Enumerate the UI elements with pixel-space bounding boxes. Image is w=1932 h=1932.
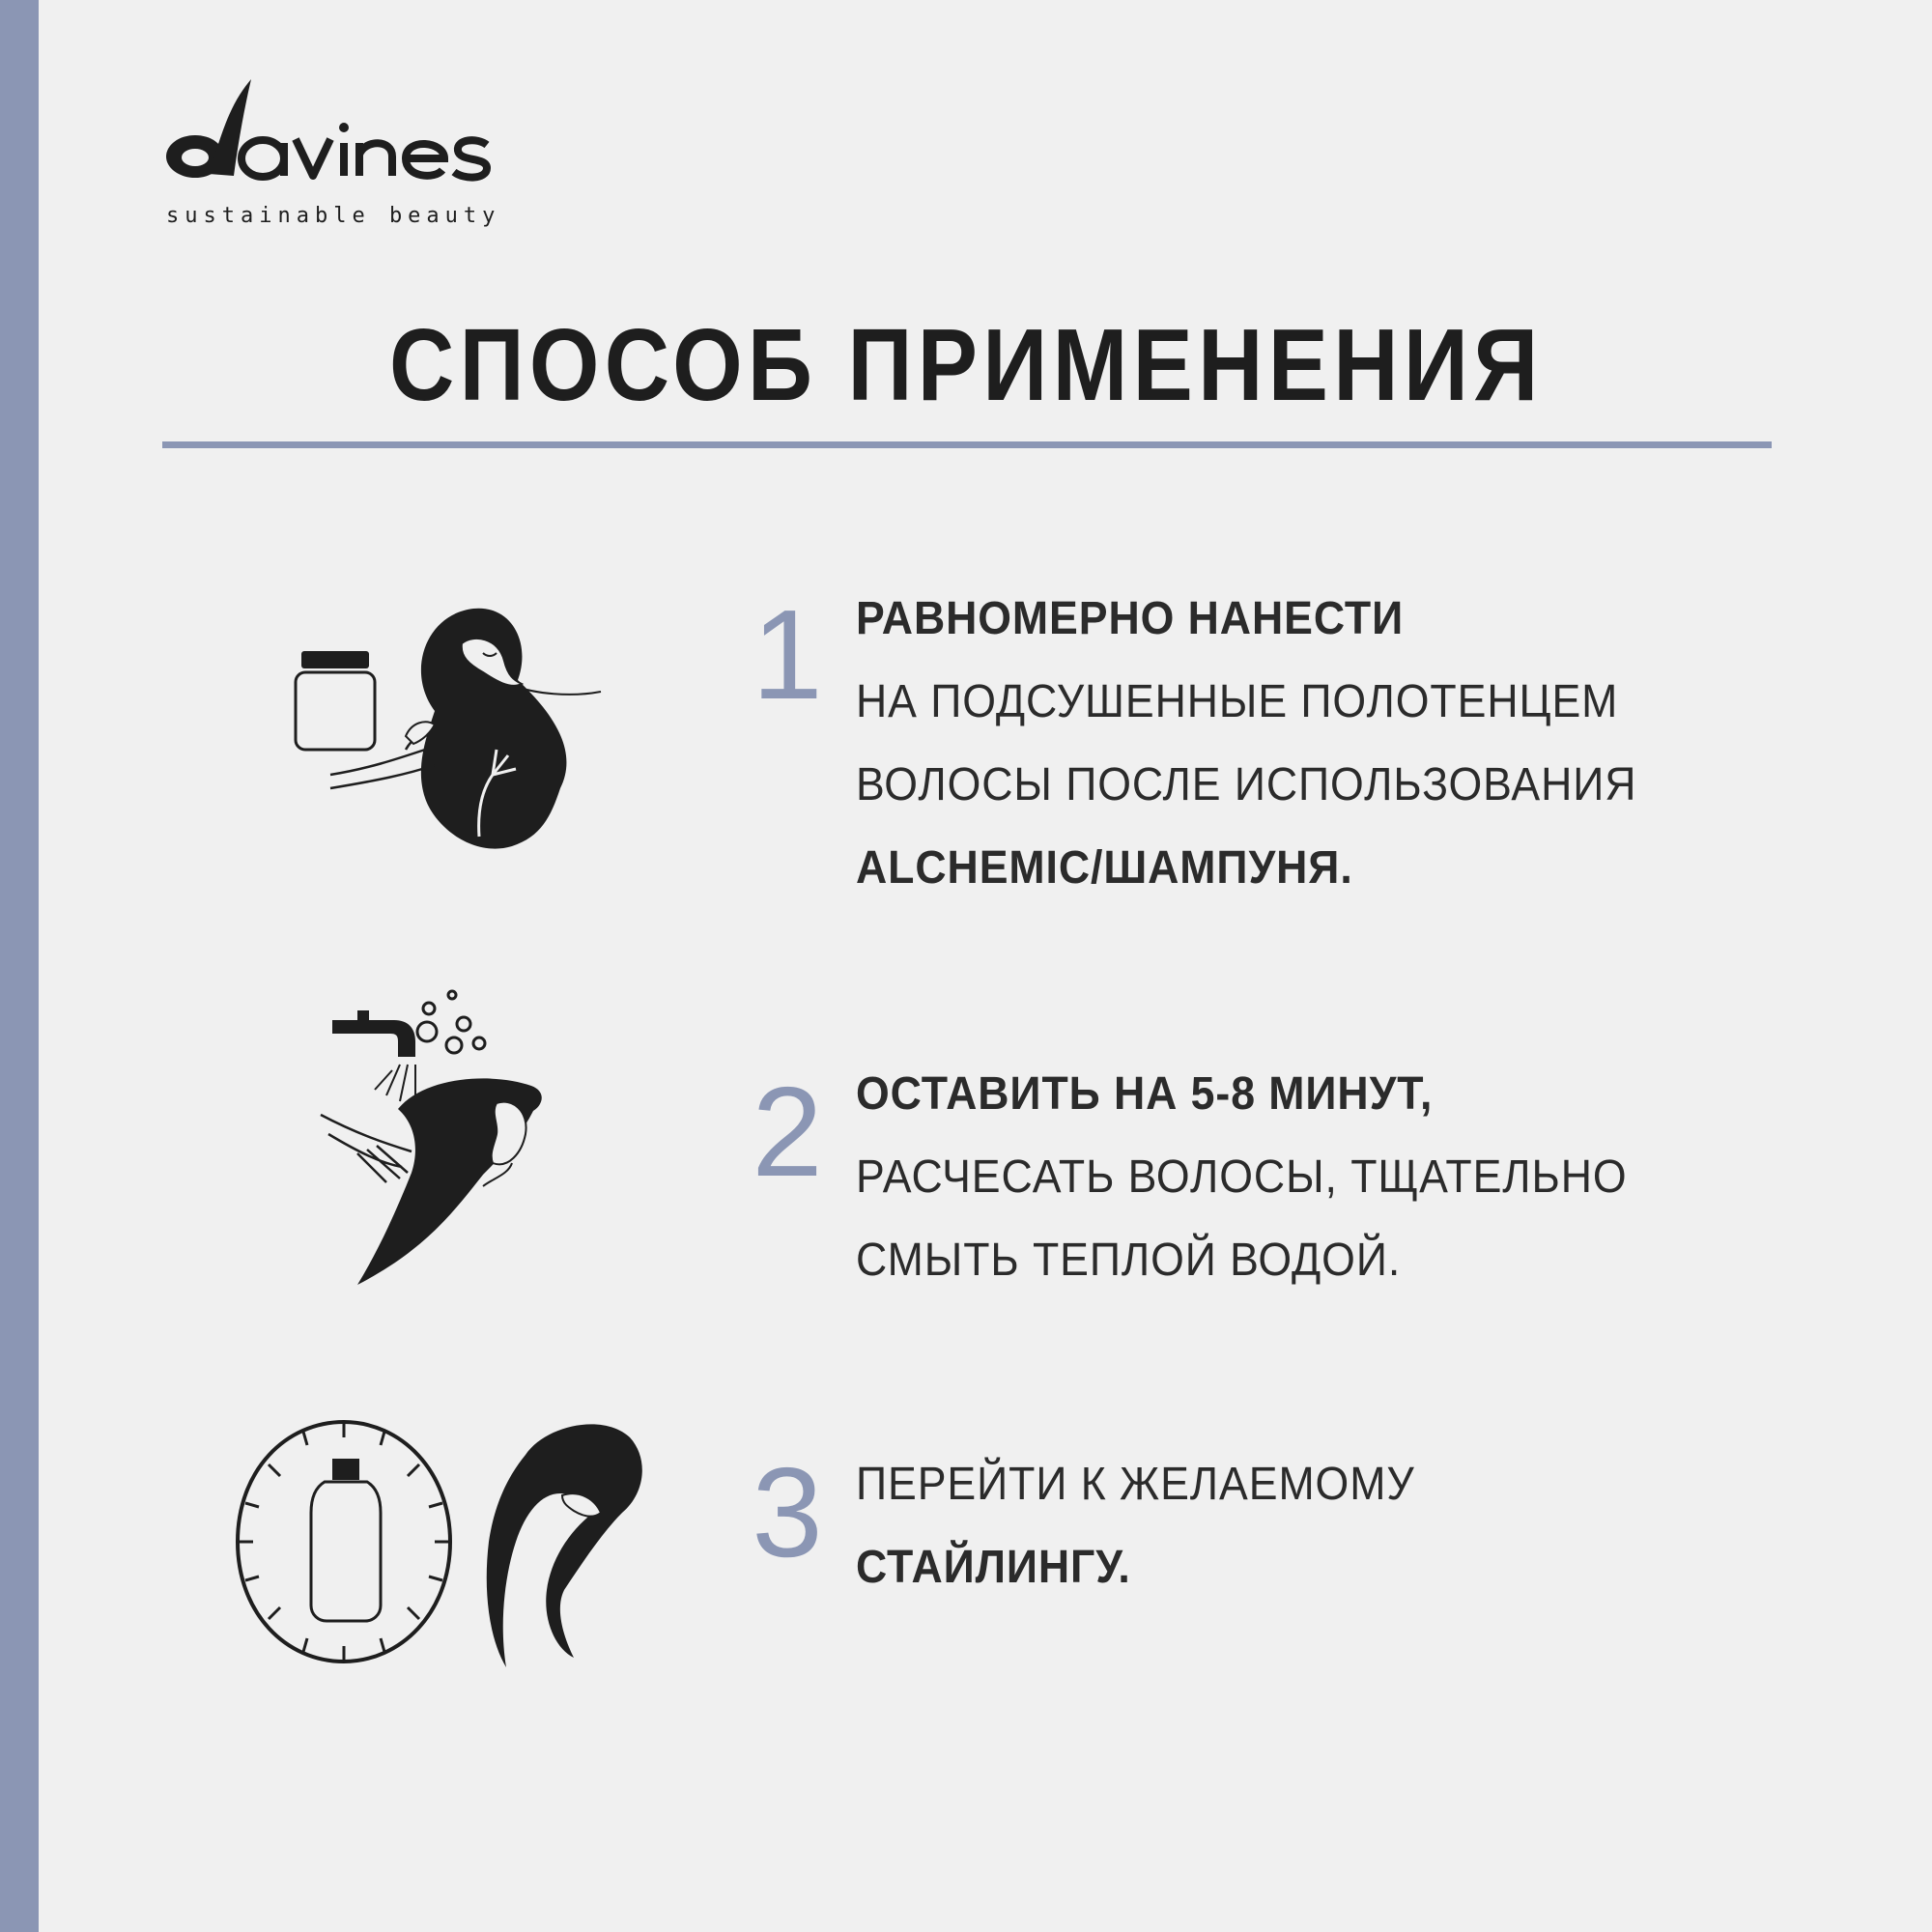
step-1-line-1: РАВНОМЕРНО НАНЕСТИ bbox=[856, 593, 1405, 644]
styling-bottle-hair-icon bbox=[236, 1416, 661, 1677]
step-3-line-1: ПЕРЕЙТИ К ЖЕЛАЕМОМУ bbox=[856, 1459, 1415, 1510]
svg-text:sustainable beauty: sustainable beauty bbox=[166, 204, 501, 228]
step-3-illustration bbox=[236, 1416, 661, 1677]
step-2-text bbox=[856, 1053, 1800, 1302]
step-2-illustration bbox=[319, 989, 551, 1289]
davines-logo bbox=[162, 79, 568, 234]
step-1-illustration bbox=[290, 605, 609, 856]
step-1-text bbox=[856, 578, 1800, 910]
woman-applying-mask-icon bbox=[290, 605, 609, 856]
step-1-line-3: ВОЛОСЫ ПОСЛЕ ИСПОЛЬЗОВАНИЯ bbox=[856, 759, 1637, 810]
logo-wordmark-graphic bbox=[162, 79, 568, 234]
step-2-line-2: РАСЧЕСАТЬ ВОЛОСЫ, ТЩАТЕЛЬНО bbox=[856, 1151, 1628, 1203]
rinsing-hair-faucet-icon bbox=[319, 989, 551, 1289]
step-2-line-3: СМЫТЬ ТЕПЛОЙ ВОДОЙ. bbox=[856, 1235, 1402, 1286]
step-3-number: 3 bbox=[752, 1441, 823, 1583]
step-1-line-4: ALCHEMIC/ШАМПУНЯ. bbox=[856, 842, 1353, 894]
step-2-number: 2 bbox=[752, 1061, 823, 1203]
title-divider bbox=[162, 441, 1772, 448]
step-1-line-2: НА ПОДСУШЕННЫЕ ПОЛОТЕНЦЕМ bbox=[856, 676, 1619, 727]
side-accent-stripe bbox=[0, 0, 39, 1932]
step-3-text bbox=[856, 1443, 1800, 1609]
step-3-line-2: СТАЙЛИНГУ. bbox=[856, 1542, 1131, 1593]
step-1-number: 1 bbox=[752, 583, 823, 725]
step-2-line-1: ОСТАВИТЬ НА 5-8 МИНУТ, bbox=[856, 1068, 1434, 1120]
page-title: СПОСОБ ПРИМЕНЕНИЯ bbox=[388, 308, 1544, 422]
